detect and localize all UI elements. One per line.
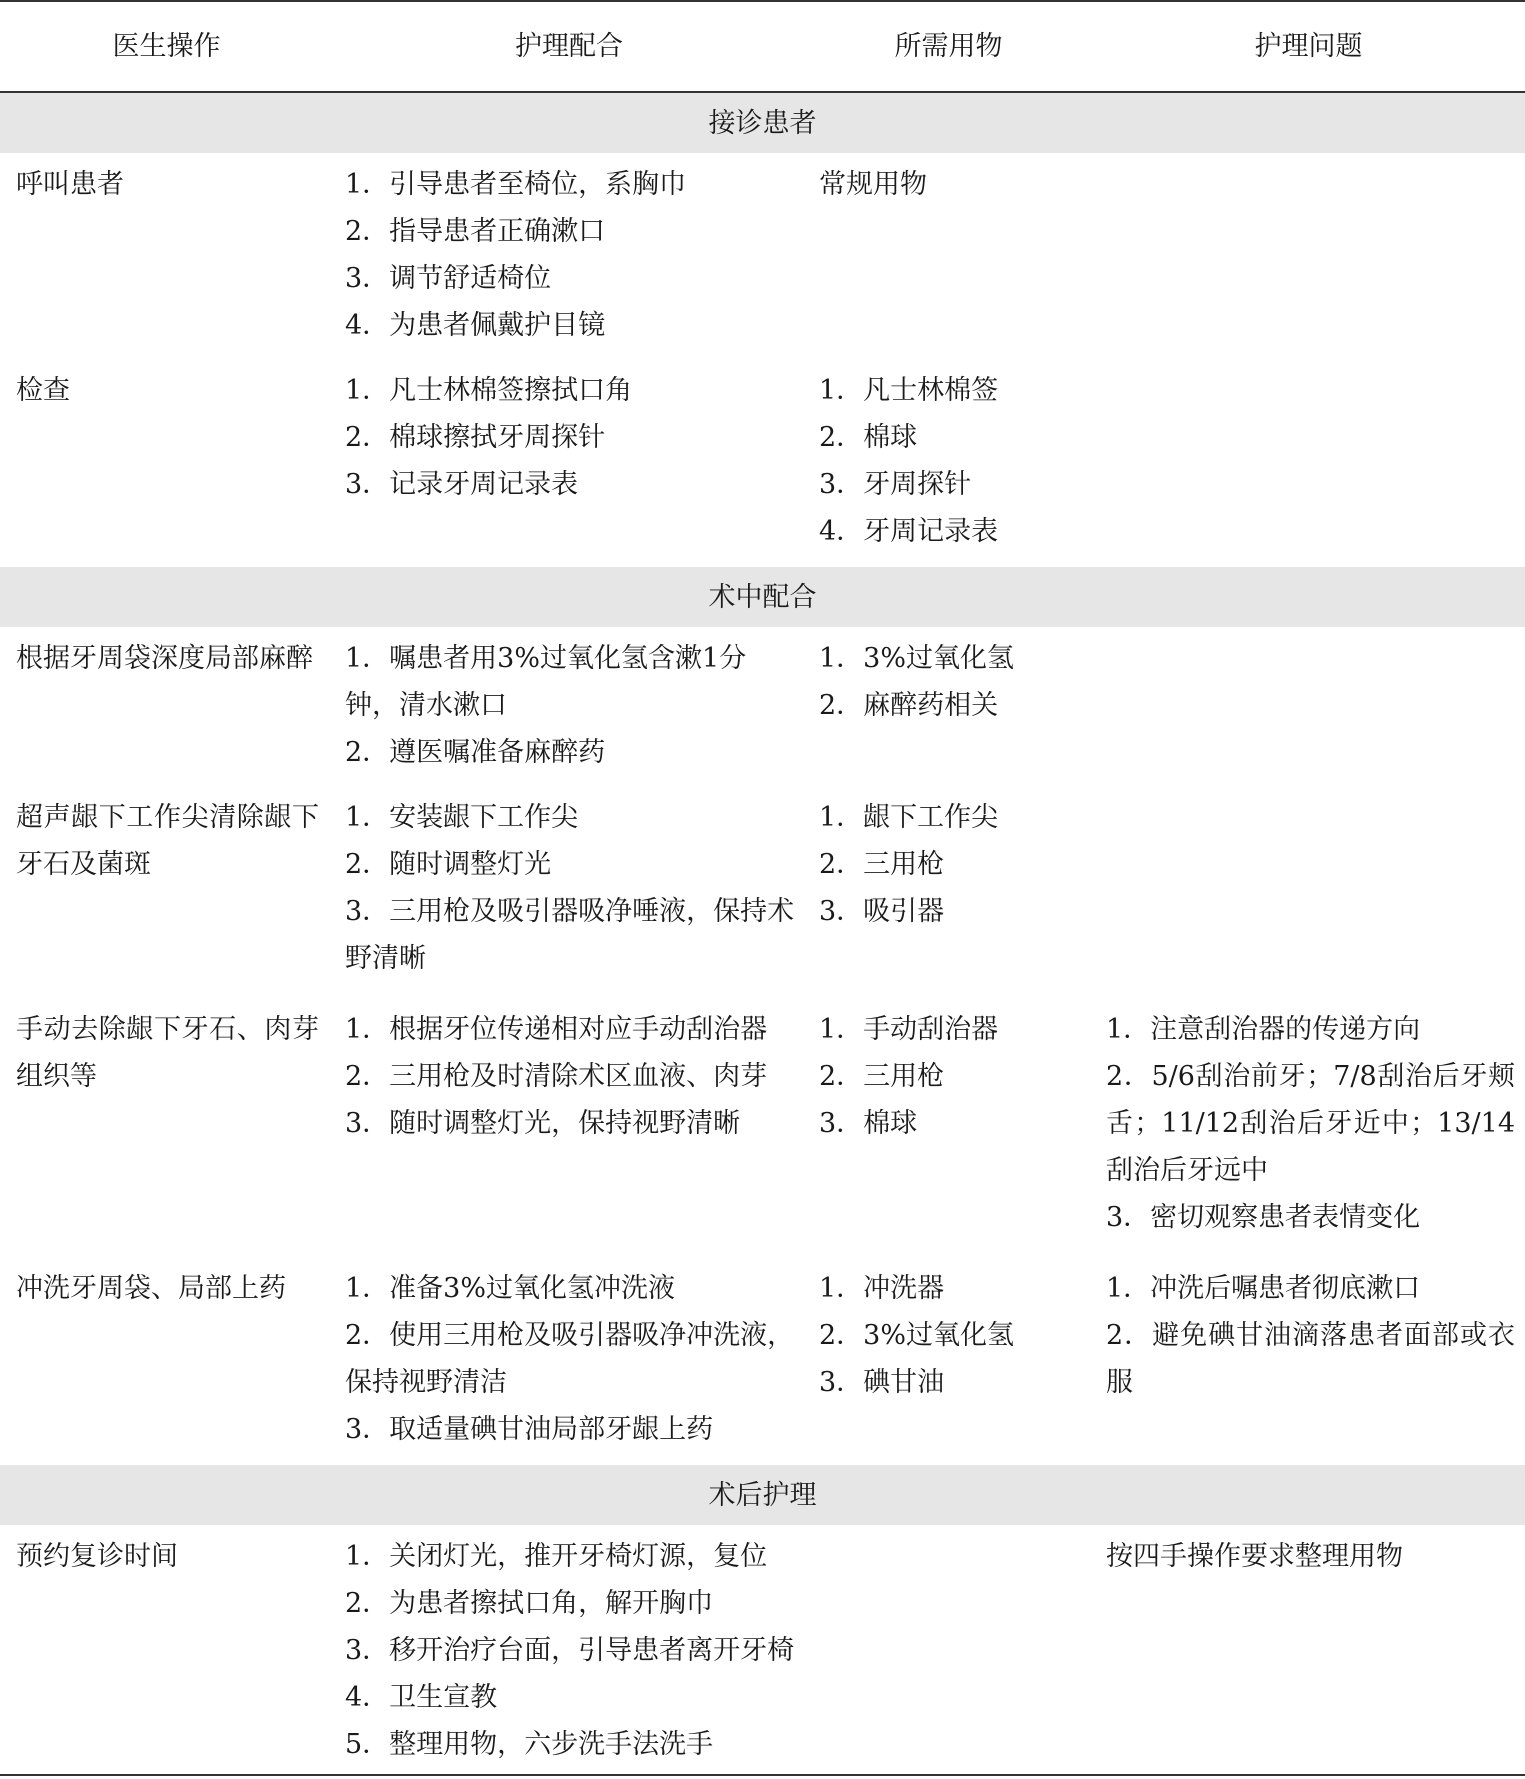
nursing-cooperation-cell bbox=[333, 994, 805, 1253]
nursing-step: 1．引导患者至椅位，系胸巾 bbox=[345, 169, 687, 200]
nursing-cooperation-cell bbox=[333, 1525, 805, 1775]
supply-item: 3．吸引器 bbox=[819, 896, 945, 927]
required-supplies-cell bbox=[805, 782, 1092, 994]
doctor-operation-cell: 预约复诊时间 bbox=[16, 1541, 178, 1572]
nursing-issues-cell bbox=[1092, 627, 1525, 782]
nursing-step: 3．随时调整灯光，保持视野清晰 bbox=[345, 1108, 741, 1139]
nursing-step: 2．遵医嘱准备麻醉药 bbox=[345, 737, 606, 768]
section-header-row bbox=[0, 92, 1525, 153]
nursing-step: 4．卫生宣教 bbox=[345, 1682, 498, 1713]
header-nursing-issues: 护理问题 bbox=[1254, 31, 1363, 62]
supply-item: 2．麻醉药相关 bbox=[819, 690, 999, 721]
supply-item: 2．三用枪 bbox=[819, 849, 945, 880]
nursing-cooperation-cell bbox=[333, 1253, 805, 1465]
nursing-issues-cell bbox=[1092, 1525, 1525, 1775]
nursing-step: 1．关闭灯光，推开牙椅灯源，复位 bbox=[345, 1541, 768, 1572]
nursing-issue: 按四手操作要求整理用物 bbox=[1106, 1541, 1403, 1572]
supply-item: 2．棉球 bbox=[819, 422, 918, 453]
doctor-operation-cell: 根据牙周袋深度局部麻醉 bbox=[16, 643, 313, 674]
table-row bbox=[0, 1253, 1525, 1465]
header-required-supplies: 所需用物 bbox=[894, 31, 1003, 62]
nursing-issues-cell bbox=[1092, 782, 1525, 994]
required-supplies-cell bbox=[805, 355, 1092, 567]
nursing-step: 1．根据牙位传递相对应手动刮治器 bbox=[345, 1014, 768, 1045]
nursing-issues-cell bbox=[1092, 153, 1525, 355]
section-header-row bbox=[0, 1465, 1525, 1525]
nursing-step: 5．整理用物，六步洗手法洗手 bbox=[345, 1729, 714, 1760]
header-doctor-operation: 医生操作 bbox=[112, 31, 221, 62]
required-supplies-cell bbox=[805, 994, 1092, 1253]
section-header-row bbox=[0, 567, 1525, 627]
supply-item: 3．棉球 bbox=[819, 1108, 918, 1139]
nursing-issue: 3．密切观察患者表情变化 bbox=[1106, 1202, 1421, 1233]
nursing-issue: 1．注意刮治器的传递方向 bbox=[1106, 1014, 1421, 1045]
nursing-step: 1．凡士林棉签擦拭口角 bbox=[345, 375, 633, 406]
required-supplies-cell bbox=[805, 627, 1092, 782]
nursing-cooperation-cell bbox=[333, 782, 805, 994]
nursing-step: 2．使用三用枪及吸引器吸净冲洗液，保持视野清洁 bbox=[345, 1320, 795, 1398]
nursing-step: 1．安装龈下工作尖 bbox=[345, 802, 579, 833]
nursing-step: 4．为患者佩戴护目镜 bbox=[345, 310, 606, 341]
nursing-step: 2．三用枪及时清除术区血液、肉芽 bbox=[345, 1061, 768, 1092]
nursing-issues-cell bbox=[1092, 1253, 1525, 1465]
doctor-operation-cell: 检查 bbox=[16, 375, 70, 406]
doctor-operation-cell: 超声龈下工作尖清除龈下牙石及菌斑 bbox=[16, 802, 319, 880]
nursing-step: 3．取适量碘甘油局部牙龈上药 bbox=[345, 1414, 714, 1445]
table-row bbox=[0, 627, 1525, 782]
supply-item: 1．3%过氧化氢 bbox=[819, 643, 1015, 674]
supply-item: 2．三用枪 bbox=[819, 1061, 945, 1092]
required-supplies-cell bbox=[805, 1253, 1092, 1465]
nursing-step: 3．调节舒适椅位 bbox=[345, 263, 552, 294]
nursing-step: 2．棉球擦拭牙周探针 bbox=[345, 422, 606, 453]
nursing-cooperation-cell bbox=[333, 355, 805, 567]
nursing-step: 3．移开治疗台面，引导患者离开牙椅 bbox=[345, 1635, 795, 1666]
nursing-cooperation-cell bbox=[333, 627, 805, 782]
nursing-step: 2．随时调整灯光 bbox=[345, 849, 552, 880]
section-reception-title: 接诊患者 bbox=[0, 92, 1525, 153]
nursing-step: 1．准备3%过氧化氢冲洗液 bbox=[345, 1273, 676, 1304]
nursing-cooperation-cell bbox=[333, 153, 805, 355]
table-row bbox=[0, 994, 1525, 1253]
supply-item: 3．碘甘油 bbox=[819, 1367, 945, 1398]
required-supplies-cell bbox=[805, 1525, 1092, 1775]
table-row bbox=[0, 153, 1525, 355]
supply-item: 1．冲洗器 bbox=[819, 1273, 945, 1304]
doctor-operation-cell: 手动去除龈下牙石、肉芽组织等 bbox=[16, 1014, 319, 1092]
supply-item: 2．3%过氧化氢 bbox=[819, 1320, 1015, 1351]
nursing-step: 3．记录牙周记录表 bbox=[345, 469, 579, 500]
table-row bbox=[0, 355, 1525, 567]
nursing-step: 2．指导患者正确漱口 bbox=[345, 216, 606, 247]
nursing-issue: 1．冲洗后嘱患者彻底漱口 bbox=[1106, 1273, 1421, 1304]
required-supplies-cell bbox=[805, 153, 1092, 355]
nursing-step: 1．嘱患者用3%过氧化氢含漱1分钟，清水漱口 bbox=[345, 643, 747, 721]
nursing-step: 2．为患者擦拭口角，解开胸巾 bbox=[345, 1588, 714, 1619]
section-intraoperative-title: 术中配合 bbox=[0, 567, 1525, 627]
table-body bbox=[0, 92, 1525, 1775]
supply-item: 1．龈下工作尖 bbox=[819, 802, 999, 833]
supply-item: 4．牙周记录表 bbox=[819, 516, 999, 547]
supply-item: 3．牙周探针 bbox=[819, 469, 972, 500]
doctor-operation-cell: 冲洗牙周袋、局部上药 bbox=[16, 1273, 286, 1304]
nursing-issue: 2．5/6刮治前牙；7/8刮治后牙颊舌；11/12刮治后牙近中；13/14刮治后牙远中 bbox=[1106, 1061, 1515, 1186]
nursing-issues-cell bbox=[1092, 994, 1525, 1253]
supply-item: 1．手动刮治器 bbox=[819, 1014, 999, 1045]
supply-item: 常规用物 bbox=[819, 169, 927, 200]
supply-item: 1．凡士林棉签 bbox=[819, 375, 999, 406]
table-header-row bbox=[0, 1, 1525, 92]
section-postoperative-title: 术后护理 bbox=[0, 1465, 1525, 1525]
table-row bbox=[0, 1525, 1525, 1775]
nursing-step: 3．三用枪及吸引器吸净唾液，保持术野清晰 bbox=[345, 896, 795, 974]
header-nursing-cooperation: 护理配合 bbox=[515, 31, 623, 62]
doctor-operation-cell: 呼叫患者 bbox=[16, 169, 124, 200]
nursing-issues-cell bbox=[1092, 355, 1525, 567]
table-row bbox=[0, 782, 1525, 994]
nursing-issue: 2．避免碘甘油滴落患者面部或衣服 bbox=[1106, 1320, 1515, 1398]
